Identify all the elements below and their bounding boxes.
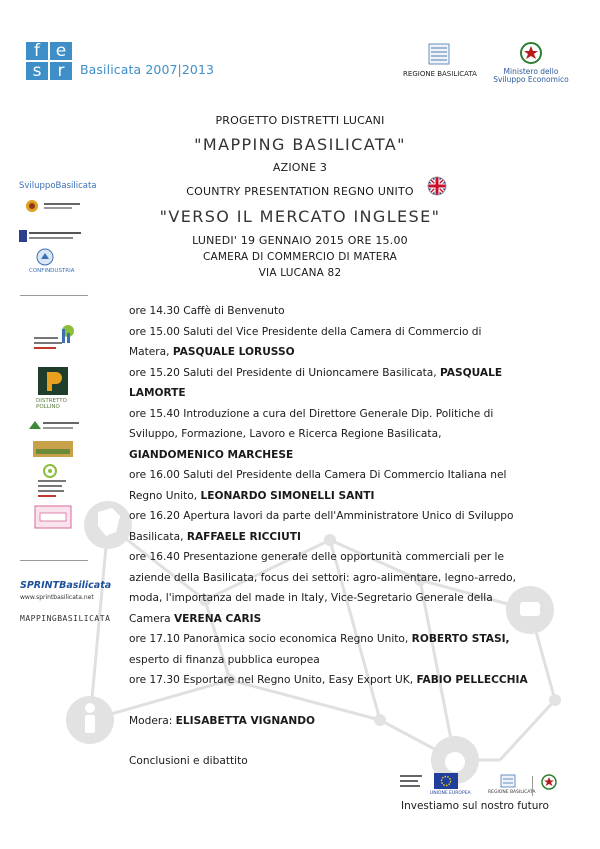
program-time: ore 15.00: [129, 325, 180, 338]
program-time: ore 15.40: [129, 407, 180, 420]
program-time: ore 16.00: [129, 469, 180, 481]
regione-footer-caption: REGIONE BASILICATA: [488, 790, 536, 795]
sprint-basilicata-logo: SPRINTBasilicata: [20, 580, 112, 591]
uk-flag-icon: [427, 176, 447, 196]
program-item-continuation: [129, 445, 559, 466]
program-item: [129, 363, 559, 384]
program-item-continuation: [129, 486, 559, 507]
program-list: [129, 301, 559, 772]
program-time: ore 17.10: [129, 633, 180, 645]
program-time: ore 16.40: [129, 551, 180, 563]
confindustria-emblem-icon: [36, 248, 54, 266]
italian-emblem-icon: [518, 40, 544, 66]
eu-flag-icon: [434, 773, 458, 789]
fesr-letter-e: e: [50, 42, 72, 60]
program-time: ore 16.20: [129, 510, 180, 522]
distretto-logo-3: [27, 418, 83, 432]
event-venue: CAMERA DI COMMERCIO DI MATERA: [202, 251, 398, 263]
speaker-name: RAFFAELE RICCIUTI: [186, 530, 301, 543]
program-text: Apertura lavori da parte dell'Amministratore Unico di Sviluppo: [183, 510, 514, 522]
italian-republic-emblem-icon: [540, 773, 558, 791]
moderator-label: Modera:: [129, 714, 176, 727]
program-text: Camera: [129, 612, 174, 625]
mapping-title: "MAPPING BASILICATA": [194, 135, 406, 154]
speaker-name: ROBERTO STASI,: [411, 633, 510, 645]
ministero-caption-line-2: Sviluppo Economico: [493, 75, 569, 84]
program-item: [129, 547, 559, 568]
distretto-pollino-icon: [38, 367, 68, 395]
program-text: Saluti del Presidente della Camera Di Commercio Italiana nel: [183, 469, 507, 481]
project-title: PROGETTO DISTRETTI LUCANI: [215, 114, 385, 127]
closing-line: Conclusioni e dibattito: [129, 755, 248, 767]
program-text: Matera,: [129, 346, 173, 358]
distretto-pollino-label: DISTRETTO POLLINO: [36, 398, 67, 410]
event-date: LUNEDI' 19 GENNAIO 2015 ORE 15.00: [192, 234, 408, 247]
program-item: [129, 301, 559, 322]
program-item-continuation: [129, 527, 559, 548]
unioncamere-logo: [24, 198, 88, 214]
program-text: Saluti del Presidente di Unioncamere Basilicata,: [183, 366, 441, 379]
program-text: aziende della Basilicata, focus dei settori: agro-alimentare, legno-arredo,: [129, 571, 516, 584]
program-text: Esportare nel Regno Unito, Easy Export UK,: [183, 674, 417, 686]
action-label: AZIONE 3: [272, 161, 328, 174]
program-time: ore 15.20: [129, 366, 180, 379]
speaker-name: FABIO PELLECCHIA: [416, 674, 528, 686]
speaker-name: PASQUALE LORUSSO: [172, 346, 295, 358]
program-item: [129, 629, 559, 650]
program-item-continuation: [129, 342, 559, 363]
speaker-name: PASQUALE: [440, 366, 503, 379]
program-time: ore 17.30: [129, 674, 180, 686]
speaker-name: VERENA CARIS: [173, 612, 262, 625]
fesr-logo: [26, 42, 74, 82]
program-item-continuation: [129, 568, 559, 589]
program-text: Regno Unito,: [129, 489, 201, 502]
confindustria-label: CONFINDUSTRIA: [29, 268, 75, 274]
fesr-letter-s: s: [26, 62, 48, 80]
footer-divider: [532, 776, 533, 796]
event-address: VIA LUCANA 82: [258, 267, 342, 279]
ministero-caption: [490, 68, 572, 84]
program-text: esperto di finanza pubblica europea: [129, 653, 320, 666]
mapping-basilicata-logo: MAPPINGBASILICATA: [20, 614, 111, 623]
program-text: Caffè di Benvenuto: [183, 305, 285, 317]
moderator-name: ELISABETTA VIGNANDO: [175, 714, 316, 727]
speaker-name: GIANDOMENICO MARCHESE: [129, 448, 294, 461]
ministero-caption-line-1: Ministero dello: [503, 67, 559, 76]
speaker-name: LAMORTE: [129, 387, 186, 399]
footer-slogan: Investiamo sul nostro futuro: [401, 800, 549, 812]
distretto-mobile-logo: [38, 463, 78, 501]
program-item: [129, 506, 559, 527]
program-spacer: [129, 731, 559, 751]
program-text: Saluti del Vice Presidente della Camera di Commercio di: [183, 325, 482, 338]
distretto-logo-1: [32, 323, 76, 353]
fesr-basilicata-text: Basilicata 2007|2013: [80, 62, 215, 77]
program-item-continuation: [129, 609, 559, 630]
moderator-line: [129, 711, 559, 732]
sidebar-divider-top: [20, 295, 88, 296]
program-text: Panoramica socio economica Regno Unito,: [183, 633, 412, 645]
program-item-continuation: [129, 424, 559, 445]
program-time: ore 14.30: [129, 305, 180, 317]
distretto-logo-4: [33, 441, 73, 457]
regione-basilicata-crest-icon: [428, 43, 450, 65]
program-item-continuation: [129, 383, 559, 404]
fesr-letter-f: f: [26, 42, 48, 60]
institutional-logo: [19, 228, 89, 242]
sviluppo-basilicata-logo: SviluppoBasilicata: [19, 181, 97, 191]
program-text: Basilicata,: [129, 530, 187, 543]
sviluppo-basilicata-footer-logo: [400, 773, 426, 789]
sprint-url: www.sprintbasilicata.net: [20, 594, 94, 601]
fesr-letter-r: r: [50, 62, 72, 80]
program-spacer: [129, 691, 559, 711]
regione-basilicata-caption: REGIONE BASILICATA: [403, 70, 477, 78]
event-title: "VERSO IL MERCATO INGLESE": [159, 207, 441, 226]
program-item: [129, 465, 559, 486]
sidebar-divider-bottom: [20, 560, 88, 561]
country-presentation-label: COUNTRY PRESENTATION REGNO UNITO: [186, 185, 414, 198]
program-item-continuation: [129, 650, 559, 671]
program-text: moda, l'importanza del made in Italy, Vice-Segretario Generale della: [129, 592, 493, 604]
program-item: [129, 322, 559, 343]
ue-caption: UNIONE EUROPEA: [430, 791, 471, 796]
program-text: Sviluppo, Formazione, Lavoro e Ricerca Regione Basilicata,: [129, 428, 442, 440]
program-text: Introduzione a cura del Direttore Generale Dip. Politiche di: [183, 407, 494, 420]
distretto-logo-6: [34, 505, 72, 529]
program-item-continuation: [129, 588, 559, 609]
program-text: Presentazione generale delle opportunità commerciali per le: [183, 551, 505, 563]
program-item: [129, 404, 559, 425]
program-item: [129, 670, 559, 691]
speaker-name: LEONARDO SIMONELLI SANTI: [200, 489, 375, 502]
regione-footer-crest-icon: [500, 773, 516, 787]
